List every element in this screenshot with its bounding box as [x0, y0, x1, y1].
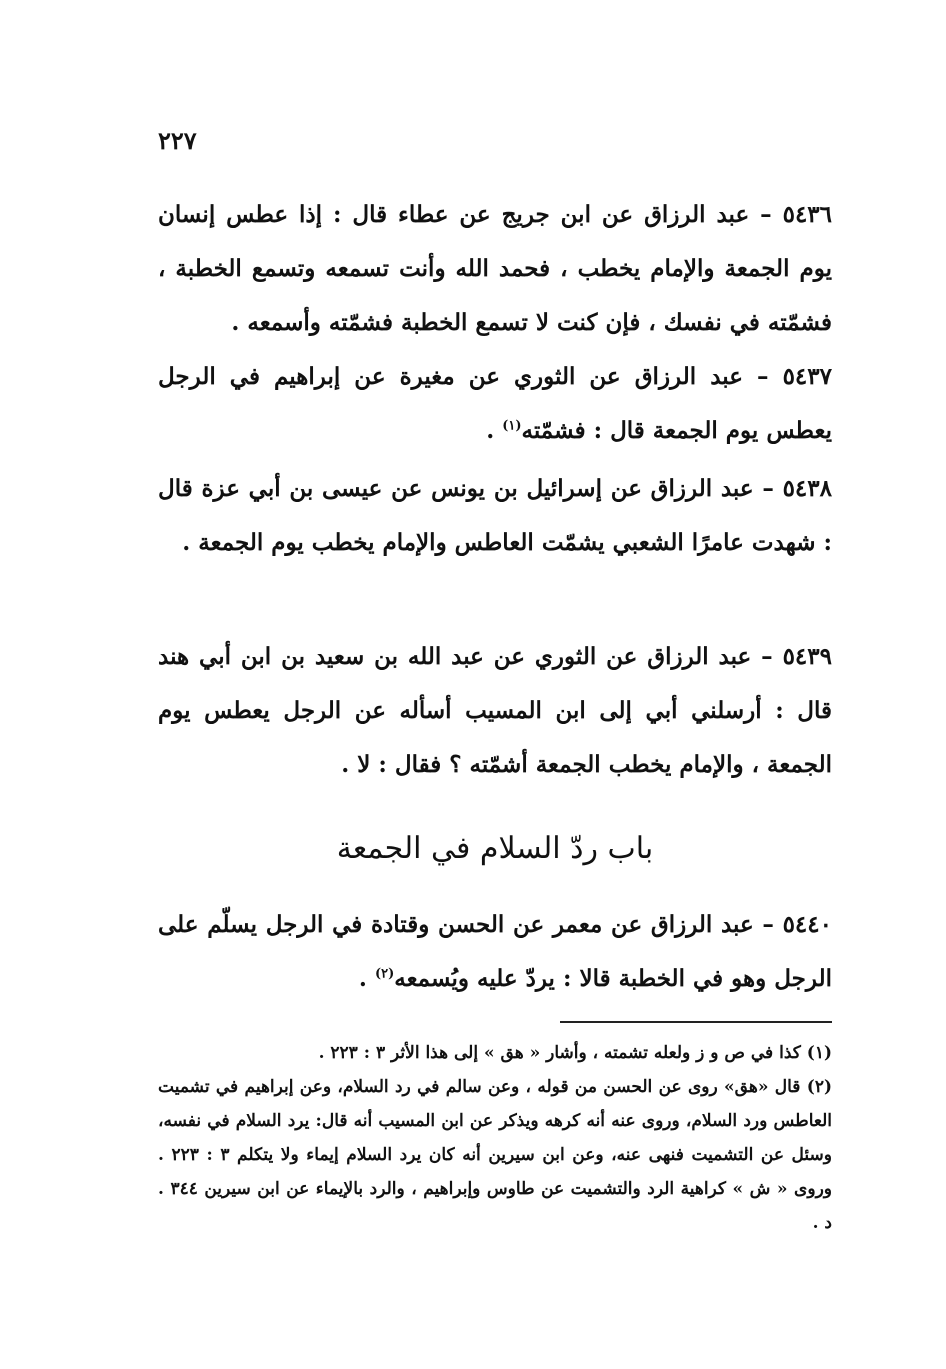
footnote-1: (١) كذا في ص و ز ولعله تشمته ، وأشار « هق » إلى هذا الأثر ٣ : ٢٢٣ . — [318, 1043, 832, 1063]
entry-end: . — [358, 965, 375, 992]
entry-number: ٥٤٤٠ — [782, 911, 832, 938]
hadith-entry-5440 — [158, 898, 832, 1006]
entry-text: – عبد الرزاق عن ابن جريج عن عطاء قال : إذا عطس إنسان يوم الجمعة والإمام يخطب ، فحمد الله وأنت تسمعه وتسمع الخطبة ، فشمّته في نفسك ، فإن كنت لا تسمع الخطبة فشمّته وأسمعه . — [158, 201, 832, 336]
hadith-entry-5437 — [158, 350, 832, 458]
hadith-entry-5438 — [158, 462, 832, 570]
entry-text: – عبد الرزاق عن إسرائيل بن يونس عن عيسى بن أبي عزة قال : شهدت عامرًا الشعبي يشمّت العاطس والإمام يخطب يوم الجمعة . — [158, 475, 832, 556]
entry-end: . — [486, 417, 503, 444]
entry-text: – عبد الرزاق عن الثوري عن مغيرة عن إبراهيم في الرجل يعطس يوم الجمعة قال : فشمّته — [158, 363, 832, 444]
hadith-entry-5436 — [158, 188, 832, 350]
hadith-entry-5439 — [158, 630, 832, 792]
entry-number: ٥٤٣٨ — [782, 475, 832, 502]
footnotes — [158, 1036, 832, 1240]
footnote-ref-2[interactable]: (٢) — [374, 966, 395, 982]
entry-number: ٥٤٣٧ — [782, 363, 832, 390]
section-heading: باب ردّ السلام في الجمعة — [336, 831, 654, 866]
entry-number: ٥٤٣٦ — [782, 201, 833, 228]
entry-number: ٥٤٣٩ — [782, 643, 832, 670]
page-number: ٢٢٧ — [158, 126, 197, 155]
entry-text: – عبد الرزاق عن معمر عن الحسن وقتادة في الرجل يسلّم على الرجل وهو في الخطبة قالا : يردّ عليه ويُسمعه — [158, 911, 832, 992]
footnote-divider — [560, 1021, 832, 1023]
footnote-ref-1[interactable]: (١) — [502, 418, 522, 434]
entry-text: – عبد الرزاق عن الثوري عن عبد الله بن سعيد بن ابن أبي هند قال : أرسلني أبي إلى ابن المسيب أسأله عن الرجل يعطس يوم الجمعة ، والإمام يخطب الجمعة أشمّته ؟ فقال : لا . — [158, 643, 832, 778]
footnote-2: (٢) قال «هق» روى عن الحسن من قوله ، وعن سالم في رد السلام، وعن إبراهيم في تشميت العاطس ورد السلام، وروى عنه أنه كرهه ويذكر عن ابن المسيب أنه قال: يرد السلام في نفسه، وسئل عن التشميت فنهى عنه، وعن ابن سيرين أنه كان يرد السلام إيماء ولا يتكلم ٣ : ٢٢٣ . وروى « ش » كراهية الرد والتشميت عن طاوس وإبراهيم ، والرد بالإيماء عن ابن سيرين ٣٤٤ . د . — [158, 1077, 832, 1233]
